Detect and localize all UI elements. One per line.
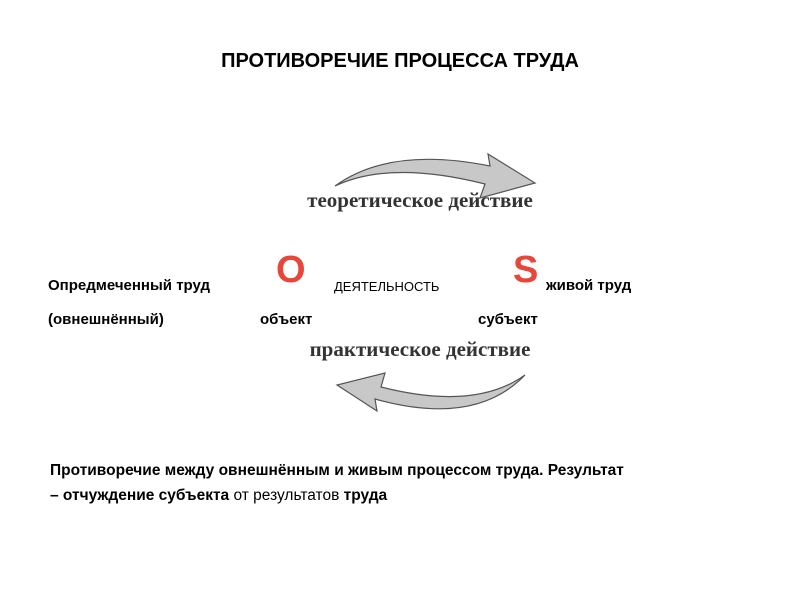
theoretical-action-label: теоретическое действие: [307, 188, 533, 212]
practical-action-label: практическое действие: [309, 337, 531, 361]
object-letter: O: [276, 249, 306, 291]
externalized-label: (овнешнённый): [48, 311, 164, 328]
object-word: объект: [260, 311, 313, 328]
conclusion-part4: труда: [343, 487, 388, 504]
living-labor-label: живой труд: [546, 277, 632, 294]
page-title: ПРОТИВОРЕЧИЕ ПРОЦЕССА ТРУДА: [221, 50, 579, 72]
conclusion-text: [50, 458, 780, 508]
subject-word: субъект: [478, 311, 538, 328]
subject-letter: S: [513, 249, 539, 291]
conclusion-part2: – отчуждение субъекта: [50, 487, 230, 504]
conclusion-part3: от результатов: [229, 487, 344, 504]
curved-arrow-left-icon: [335, 367, 565, 427]
conclusion-part1: Противоречие между овнешнённым и живым процессом труда. Результат: [50, 462, 624, 479]
activity-label: ДЕЯТЕЛЬНОСТЬ: [334, 279, 440, 294]
objectified-labor-label: Опредмеченный труд: [48, 277, 210, 294]
